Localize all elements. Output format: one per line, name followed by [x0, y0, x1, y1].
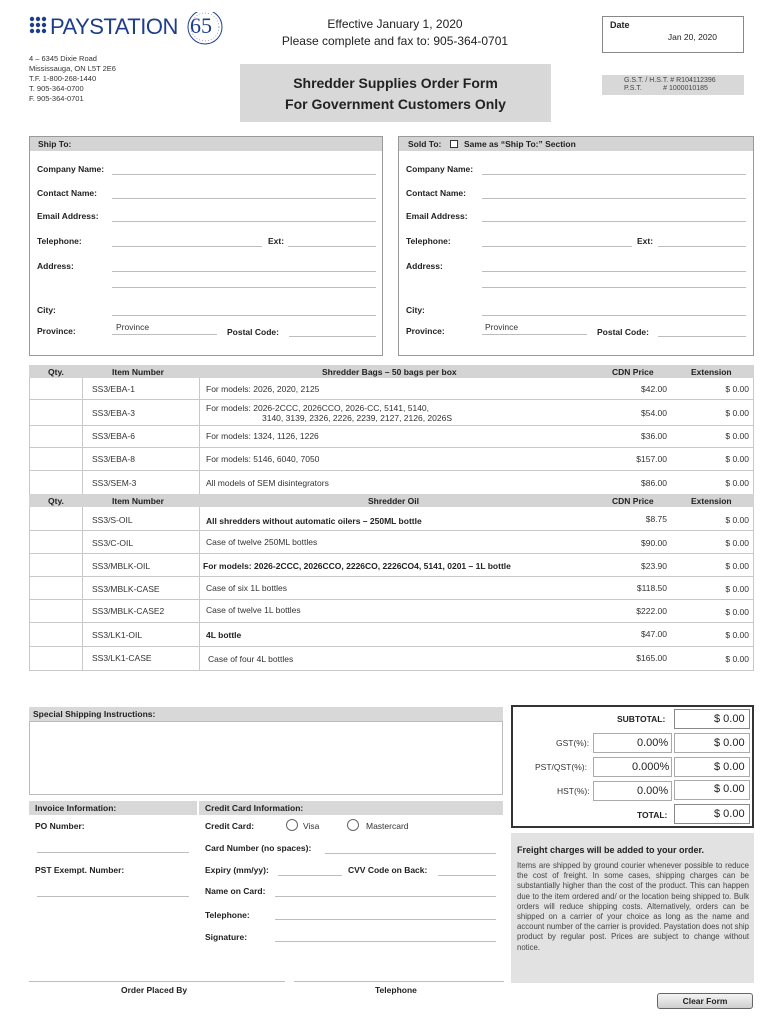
visa-label: Visa — [303, 821, 320, 831]
mastercard-radio[interactable] — [347, 819, 359, 831]
po-number-field[interactable] — [37, 852, 189, 853]
sold-contact-field[interactable] — [482, 198, 746, 199]
ship-ext-field[interactable] — [288, 246, 376, 247]
row-divider — [29, 399, 754, 400]
anniversary-number: 65 — [190, 13, 212, 38]
sold-to-heading: Sold To: — [408, 139, 442, 149]
ship-company-label: Company Name: — [37, 164, 105, 174]
sold-postal-label: Postal Code: — [597, 327, 649, 337]
credit-card-label: Credit Card: — [205, 821, 255, 831]
item-number: SS3/MBLK-CASE — [92, 584, 160, 594]
subtotal-amount: $ 0.00 — [714, 713, 745, 725]
item-description: 4L bottle — [206, 630, 242, 640]
form-title-box — [240, 64, 551, 122]
name-on-card-field[interactable] — [275, 896, 496, 897]
item-price: $165.00 — [636, 653, 667, 663]
sold-ext-field[interactable] — [658, 246, 746, 247]
qty-column-divider — [82, 378, 83, 494]
footer-telephone-label: Telephone — [375, 985, 417, 995]
item-extension: $ 0.00 — [725, 478, 749, 488]
item-extension: $ 0.00 — [725, 607, 749, 617]
order-placed-by-field[interactable] — [29, 981, 285, 982]
bags-desc-header: Shredder Bags – 50 bags per box — [322, 367, 457, 377]
ship-to-heading: Ship To: — [38, 139, 72, 149]
card-number-field[interactable] — [325, 853, 496, 854]
credit-heading: Credit Card Information: — [205, 803, 304, 813]
item-price: $90.00 — [641, 538, 667, 548]
item-extension: $ 0.00 — [725, 654, 749, 664]
ship-telephone-label: Telephone: — [37, 236, 82, 246]
ship-ext-label: Ext: — [268, 236, 285, 246]
gst-label: GST(%): — [556, 738, 590, 748]
oil-item-header: Item Number — [112, 496, 164, 506]
pst-label: PST/QST(%): — [535, 762, 587, 772]
company-address — [29, 54, 116, 104]
invoice-header — [29, 801, 197, 815]
item-column-divider — [199, 507, 200, 671]
sold-province-underline — [482, 334, 587, 335]
ship-postal-field[interactable] — [289, 336, 376, 337]
item-description: Case of twelve 1L bottles — [206, 605, 301, 615]
row-divider — [29, 470, 754, 471]
fax-instructions: Please complete and fax to: 905-364-0701 — [281, 34, 509, 48]
hst-label: HST(%): — [557, 786, 590, 796]
item-description: For models: 1324, 1126, 1226 — [206, 431, 319, 441]
item-extension: $ 0.00 — [725, 584, 749, 594]
shipping-instructions-field[interactable] — [29, 721, 503, 795]
sold-company-label: Company Name: — [406, 164, 474, 174]
cvv-label: CVV Code on Back: — [348, 865, 428, 875]
address-line-2: Mississauga, ON L5T 2E6 — [29, 64, 116, 73]
ship-city-label: City: — [37, 305, 56, 315]
row-divider — [29, 599, 754, 600]
ship-email-field[interactable] — [112, 221, 376, 222]
item-number: SS3/C-OIL — [92, 538, 134, 548]
expiry-field[interactable] — [278, 875, 342, 876]
ship-province-select[interactable]: Province — [116, 322, 150, 332]
visa-radio[interactable] — [286, 819, 298, 831]
brand-name: PAYSTATION — [50, 14, 178, 39]
freight-text: Items are shipped by ground courier whenever possible to reduce the cost of freight. In some cases, shipping charges can be substantially higher than the cost of the product. This can happen due to the item ordered and/ or the location being shipped to. Bulk orders will reduce shipping costs. Alternatively, orders can be shipped on a carrier of your choice as long as the name and account number of the carrier is provided. Paystation does not ship product by regular post. Prices are subject to change without notice. — [517, 861, 749, 952]
clear-form-button[interactable]: Clear Form — [657, 993, 753, 1009]
po-number-label: PO Number: — [35, 821, 85, 831]
date-field[interactable]: Jan 20, 2020 — [667, 32, 717, 42]
total-amount: $ 0.00 — [714, 808, 745, 820]
subtotal-label: SUBTOTAL: — [617, 714, 666, 724]
pst-amount: $ 0.00 — [714, 761, 745, 773]
item-description: For models: 5146, 6040, 7050 — [206, 454, 320, 464]
card-telephone-field[interactable] — [275, 919, 496, 920]
row-divider — [29, 553, 754, 554]
sold-postal-field[interactable] — [658, 336, 746, 337]
item-description: For models: 2026, 2020, 2125 — [206, 384, 320, 394]
sold-address-field-1[interactable] — [482, 271, 746, 272]
ship-telephone-field[interactable] — [112, 246, 262, 247]
oil-price-header: CDN Price — [612, 496, 654, 506]
address-line-1: 4 – 6345 Dixie Road — [29, 54, 97, 63]
item-price: $23.90 — [641, 561, 667, 571]
credit-header — [199, 801, 503, 815]
oil-qty-header: Qty. — [48, 496, 64, 506]
item-price: $222.00 — [636, 606, 667, 616]
footer-telephone-field[interactable] — [294, 981, 504, 982]
expiry-label: Expiry (mm/yy): — [205, 865, 269, 875]
ship-city-field[interactable] — [112, 315, 376, 316]
sold-telephone-field[interactable] — [482, 246, 632, 247]
sold-province-label: Province: — [406, 326, 445, 336]
item-number: SS3/S-OIL — [92, 515, 133, 525]
name-on-card-label: Name on Card: — [205, 886, 266, 896]
item-extension: $ 0.00 — [725, 408, 749, 418]
item-extension: $ 0.00 — [725, 515, 749, 525]
oil-ext-header: Extension — [691, 496, 732, 506]
sold-city-label: City: — [406, 305, 425, 315]
item-description: All models of SEM disintegrators — [206, 478, 329, 488]
item-extension: $ 0.00 — [725, 454, 749, 464]
sold-ext-label: Ext: — [637, 236, 654, 246]
bags-qty-header: Qty. — [48, 367, 64, 377]
cvv-field[interactable] — [438, 875, 496, 876]
same-as-ship-checkbox[interactable] — [450, 140, 458, 148]
item-price: $86.00 — [641, 478, 667, 488]
item-price: $157.00 — [636, 454, 667, 464]
pst-exempt-field[interactable] — [37, 896, 189, 897]
freight-heading: Freight charges will be added to your order. — [517, 845, 705, 855]
pst-rate: 0.000% — [632, 761, 670, 773]
hst-rate: 0.00% — [637, 785, 669, 797]
sold-address-field-2[interactable] — [482, 287, 746, 288]
ship-to-header — [30, 137, 382, 151]
row-divider — [29, 530, 754, 531]
fax-number: F. 905-364-0701 — [29, 94, 84, 103]
row-divider — [29, 622, 754, 623]
hst-amount: $ 0.00 — [714, 783, 745, 795]
date-label: Date — [610, 20, 630, 30]
ship-contact-label: Contact Name: — [37, 188, 97, 198]
shipping-instructions-label: Special Shipping Instructions: — [33, 709, 156, 719]
ship-province-underline — [112, 334, 217, 335]
tollfree-number: T.F. 1-800-268-1440 — [29, 74, 97, 83]
item-extension: $ 0.00 — [725, 384, 749, 394]
sold-email-label: Email Address: — [406, 211, 468, 221]
card-number-label: Card Number (no spaces): — [205, 843, 312, 853]
sold-telephone-label: Telephone: — [406, 236, 451, 246]
row-divider — [29, 447, 754, 448]
bags-ext-header: Extension — [691, 367, 732, 377]
pst-exempt-label: PST Exempt. Number: — [35, 865, 125, 875]
item-extension: $ 0.00 — [725, 538, 749, 548]
sold-email-field[interactable] — [482, 221, 746, 222]
sold-address-label: Address: — [406, 261, 443, 271]
tax-numbers-box — [602, 75, 744, 95]
ship-company-field[interactable] — [112, 174, 376, 175]
item-description: Case of six 1L bottles — [206, 583, 287, 593]
bags-price-header: CDN Price — [612, 367, 654, 377]
oil-desc-header: Shredder Oil — [368, 496, 420, 506]
gst-number: G.S.T. / H.S.T. # R104112396 — [624, 77, 716, 84]
signature-label: Signature: — [205, 932, 248, 942]
item-price: $47.00 — [641, 629, 667, 639]
ship-address-label: Address: — [37, 261, 74, 271]
item-column-divider — [199, 378, 200, 494]
form-title: Shredder Supplies Order Form — [293, 75, 498, 91]
item-price: $8.75 — [645, 514, 667, 524]
sold-city-field[interactable] — [482, 315, 746, 316]
form-subtitle: For Government Customers Only — [285, 96, 506, 112]
order-placed-by-label: Order Placed By — [121, 985, 188, 995]
pst-number: P.S.T. # 1000010185 — [624, 85, 708, 92]
card-telephone-label: Telephone: — [205, 910, 250, 920]
item-number: SS3/LK1-OIL — [92, 630, 143, 640]
row-divider — [29, 425, 754, 426]
item-number: SS3/EBA-8 — [92, 454, 135, 464]
phone-number: T. 905-364-0700 — [29, 84, 84, 93]
company-logo — [28, 12, 228, 52]
item-number: SS3/MBLK-OIL — [92, 561, 151, 571]
sold-to-header — [399, 137, 753, 151]
item-description: Case of twelve 250ML bottles — [206, 537, 318, 547]
sold-contact-label: Contact Name: — [406, 188, 466, 198]
signature-field[interactable] — [275, 941, 496, 942]
item-number: SS3/EBA-3 — [92, 408, 135, 418]
ship-email-label: Email Address: — [37, 211, 99, 221]
item-price: $54.00 — [641, 408, 667, 418]
item-extension: $ 0.00 — [725, 561, 749, 571]
effective-date: Effective January 1, 2020 — [327, 17, 463, 31]
sold-province-select[interactable]: Province — [485, 322, 519, 332]
gst-amount: $ 0.00 — [714, 737, 745, 749]
item-description-line-2: 3140, 3139, 2326, 2226, 2239, 2127, 2126, 2026S — [262, 413, 453, 423]
item-number: SS3/MBLK-CASE2 — [92, 606, 165, 616]
date-box — [602, 16, 744, 53]
row-divider — [29, 576, 754, 577]
shipping-instructions-header — [29, 707, 503, 721]
bags-item-header: Item Number — [112, 367, 164, 377]
item-number: SS3/LK1-CASE — [92, 653, 152, 663]
item-number: SS3/EBA-1 — [92, 384, 135, 394]
item-extension: $ 0.00 — [725, 630, 749, 640]
item-price: $36.00 — [641, 431, 667, 441]
ship-address-field-2[interactable] — [112, 287, 376, 288]
gst-rate: 0.00% — [637, 737, 669, 749]
qty-column-divider — [82, 507, 83, 671]
ship-province-label: Province: — [37, 326, 76, 336]
ship-postal-label: Postal Code: — [227, 327, 279, 337]
invoice-heading: Invoice Information: — [35, 803, 117, 813]
ship-contact-field[interactable] — [112, 198, 376, 199]
item-number: SS3/SEM-3 — [92, 478, 137, 488]
sold-company-field[interactable] — [482, 174, 746, 175]
freight-notice — [511, 833, 754, 983]
item-description: For models: 2026-2CCC, 2026CCO, 2226CO, 2226CO4, 5141, 0201 – 1L bottle — [203, 561, 511, 571]
ship-address-field-1[interactable] — [112, 271, 376, 272]
row-divider — [29, 646, 754, 647]
same-as-ship-label: Same as “Ship To:” Section — [464, 139, 576, 149]
item-extension: $ 0.00 — [725, 431, 749, 441]
item-price: $118.50 — [636, 583, 667, 593]
item-number: SS3/EBA-6 — [92, 431, 135, 441]
total-label: TOTAL: — [637, 810, 668, 820]
item-description: All shredders without automatic oilers – 250ML bottle — [206, 516, 422, 526]
item-description: Case of four 4L bottles — [208, 654, 294, 664]
item-description: For models: 2026-2CCC, 2026CCO, 2026-CC, 5141, 5140, — [206, 403, 430, 413]
item-price: $42.00 — [641, 384, 667, 394]
mastercard-label: Mastercard — [366, 821, 409, 831]
